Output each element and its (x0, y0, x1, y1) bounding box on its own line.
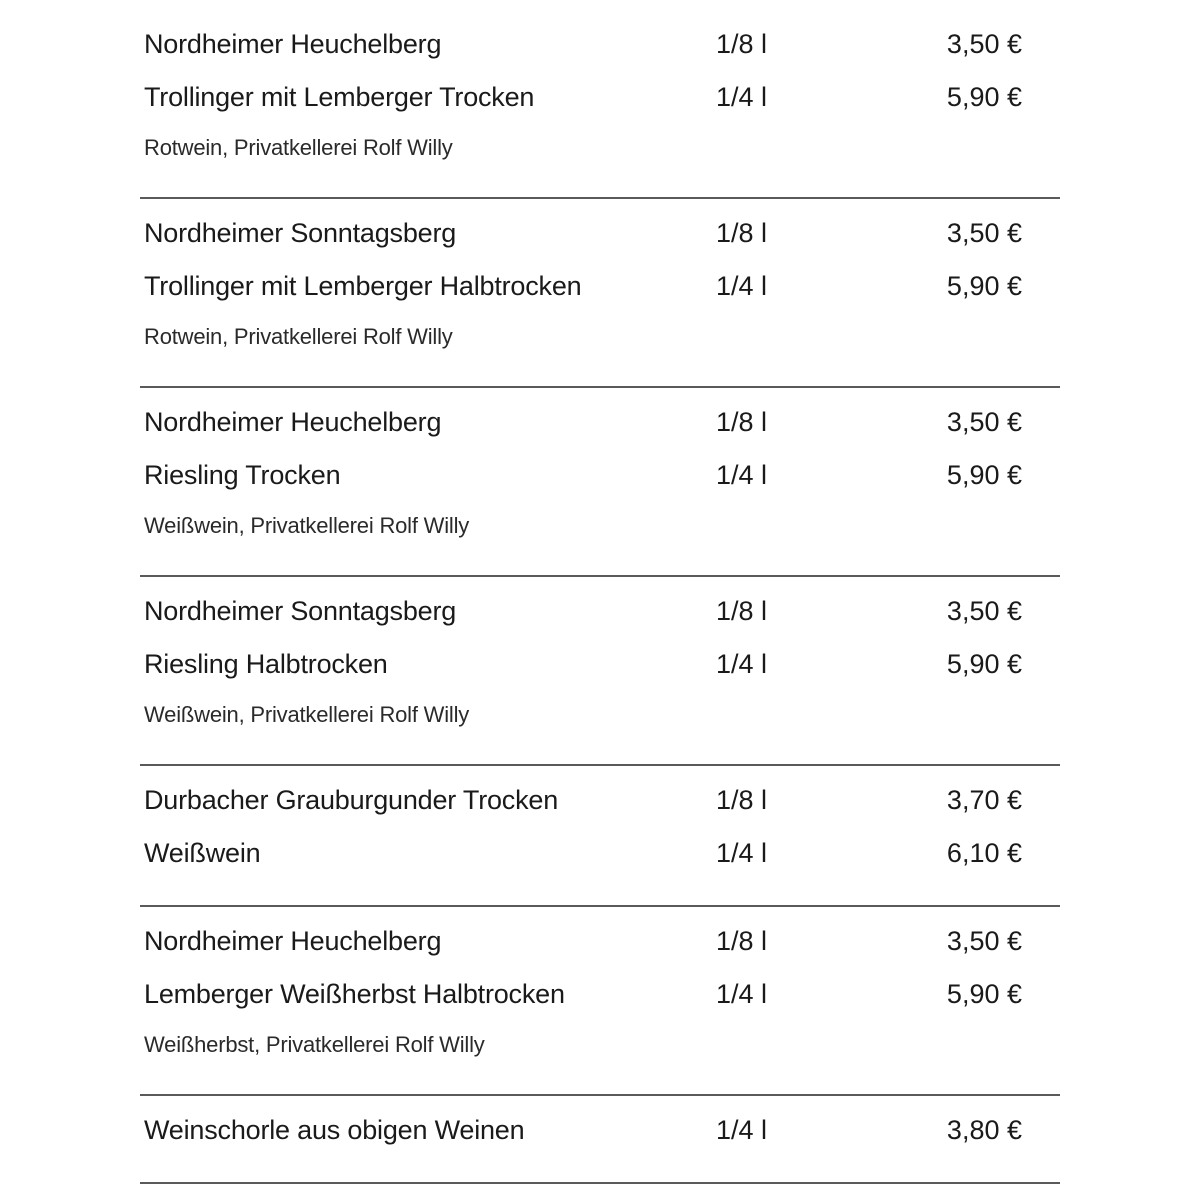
divider (140, 905, 1060, 907)
wine-price: 5,90 € (946, 271, 1022, 301)
wine-volume: 1/8 l (716, 785, 768, 815)
wine-volume: 1/4 l (716, 838, 768, 868)
wine-price: 3,50 € (946, 926, 1022, 956)
wine-volume: 1/4 l (716, 460, 768, 490)
wine-volume: 1/4 l (716, 82, 768, 112)
wine-name: Nordheimer Sonntagsberg (144, 596, 457, 626)
wine-variety: Riesling Trocken (144, 460, 341, 490)
wine-name: Weinschorle aus obigen Weinen (144, 1115, 525, 1145)
wine-volume: 1/4 l (716, 1115, 768, 1145)
wine-volume: 1/8 l (716, 596, 768, 626)
wine-volume: 1/4 l (716, 271, 768, 301)
wine-price: 5,90 € (946, 460, 1022, 490)
divider (140, 1182, 1060, 1184)
wine-price: 5,90 € (946, 649, 1022, 679)
wine-note: Weißwein, Privatkellerei Rolf Willy (144, 702, 470, 727)
wine-name: Durbacher Grauburgunder Trocken (144, 785, 559, 815)
wine-note: Rotwein, Privatkellerei Rolf Willy (144, 135, 453, 160)
wine-note: Weißherbst, Privatkellerei Rolf Willy (144, 1032, 485, 1057)
wine-volume: 1/8 l (716, 218, 768, 248)
wine-name: Nordheimer Heuchelberg (144, 926, 442, 956)
divider (140, 764, 1060, 766)
wine-variety: Trollinger mit Lemberger Halbtrocken (144, 271, 582, 301)
divider (140, 1094, 1060, 1096)
divider (140, 575, 1060, 577)
wine-name: Nordheimer Heuchelberg (144, 407, 442, 437)
wine-price: 3,50 € (946, 29, 1022, 59)
wine-variety: Trollinger mit Lemberger Trocken (144, 82, 535, 112)
divider (140, 197, 1060, 199)
wine-price: 3,80 € (946, 1115, 1022, 1145)
wine-volume: 1/8 l (716, 926, 768, 956)
wine-price: 6,10 € (946, 838, 1022, 868)
wine-variety: Riesling Halbtrocken (144, 649, 388, 679)
wine-name: Nordheimer Sonntagsberg (144, 218, 457, 248)
wine-price: 3,50 € (946, 218, 1022, 248)
divider (140, 386, 1060, 388)
wine-price: 5,90 € (946, 82, 1022, 112)
wine-price: 3,50 € (946, 407, 1022, 437)
wine-note: Weißwein, Privatkellerei Rolf Willy (144, 513, 470, 538)
wine-note: Rotwein, Privatkellerei Rolf Willy (144, 324, 453, 349)
wine-volume: 1/4 l (716, 649, 768, 679)
wine-variety: Weißwein (144, 838, 261, 868)
wine-price: 5,90 € (946, 979, 1022, 1009)
wine-name: Nordheimer Heuchelberg (144, 29, 442, 59)
wine-volume: 1/4 l (716, 979, 768, 1009)
wine-variety: Lemberger Weißherbst Halbtrocken (144, 979, 565, 1009)
wine-price: 3,70 € (946, 785, 1022, 815)
wine-volume: 1/8 l (716, 29, 768, 59)
wine-volume: 1/8 l (716, 407, 768, 437)
wine-price: 3,50 € (946, 596, 1022, 626)
